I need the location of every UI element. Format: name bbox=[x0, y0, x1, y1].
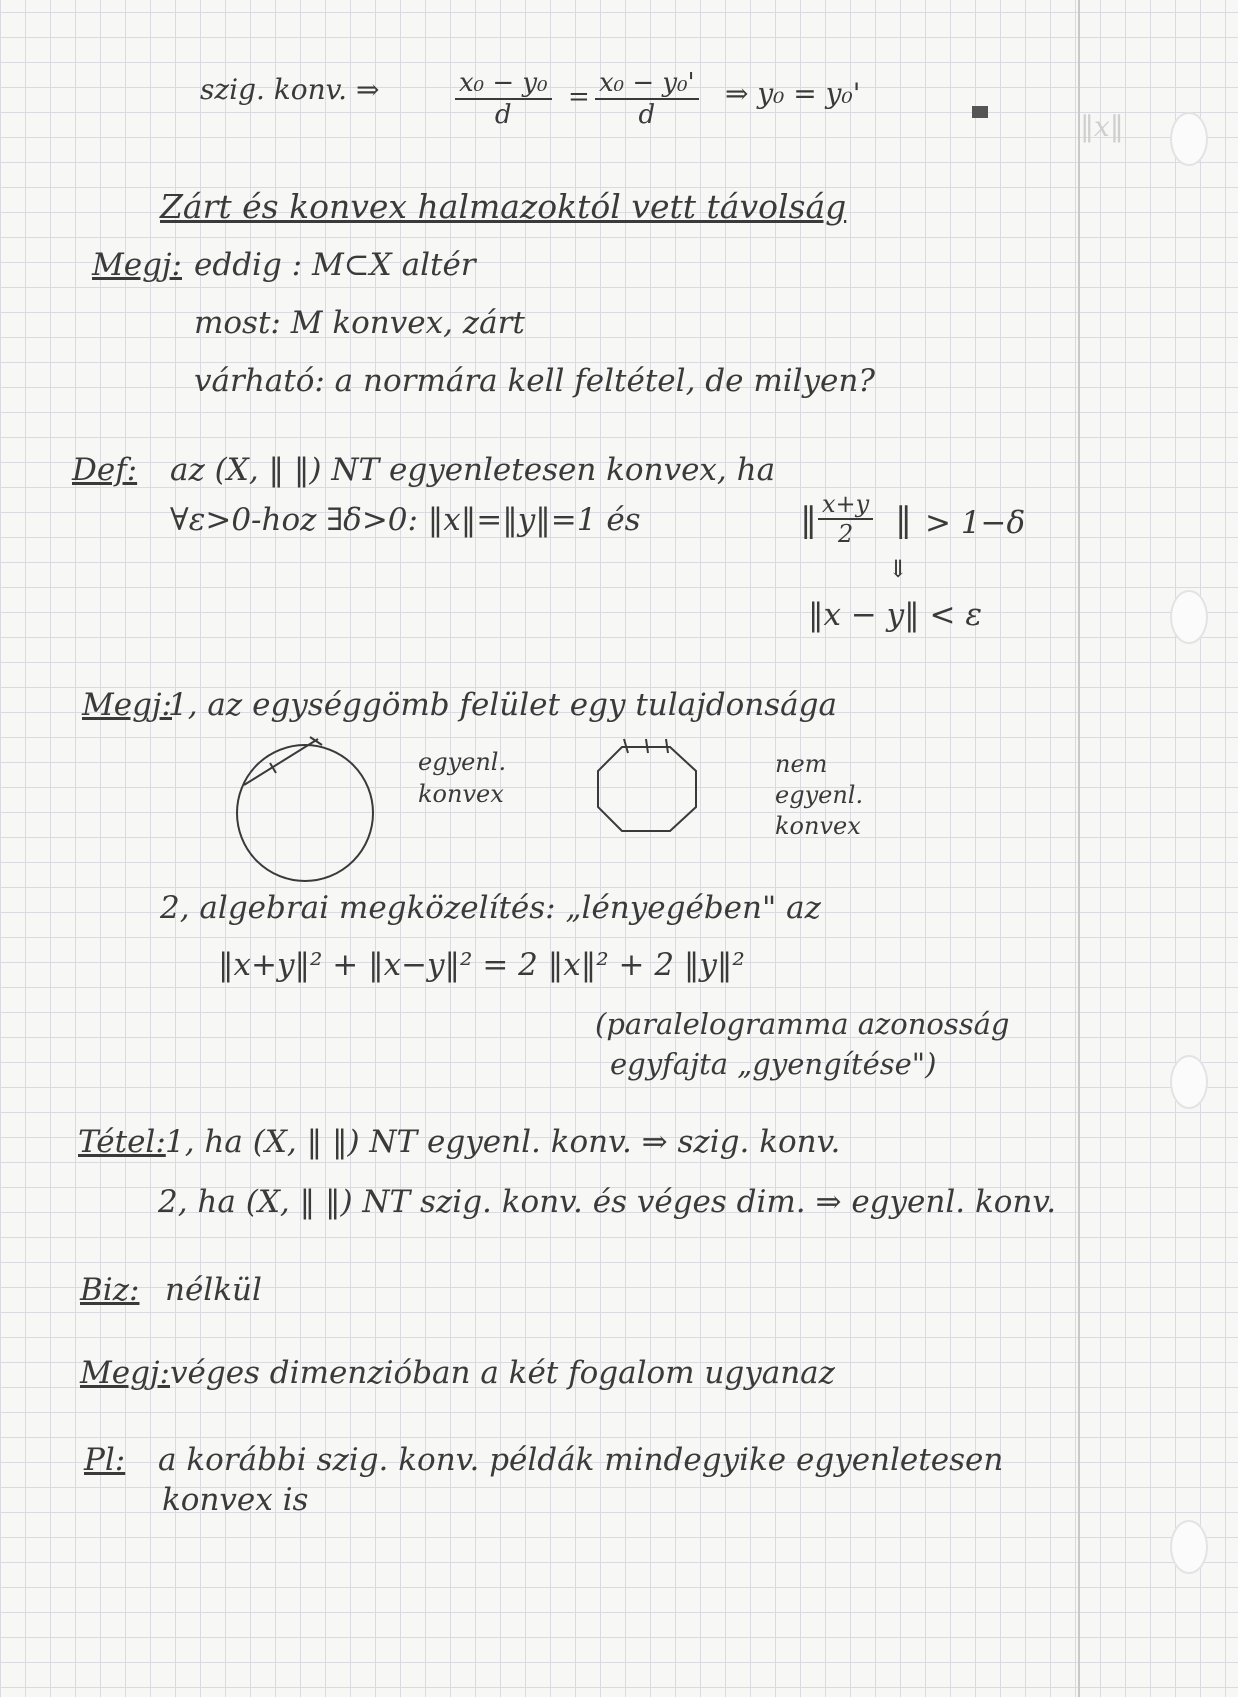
megj2-item1: 1, az egységgömb felület egy tulajdonsága bbox=[168, 687, 837, 723]
pl-label: Pl: bbox=[84, 1442, 126, 1478]
show-through: ‖x‖ bbox=[1080, 110, 1124, 143]
circle-caption-1: egyenl. bbox=[418, 748, 507, 776]
pl-line2: konvex is bbox=[162, 1482, 309, 1518]
punch-hole bbox=[1170, 1520, 1208, 1574]
biz-label: Biz: bbox=[80, 1272, 140, 1308]
line1-right: ⇒ y₀ = y₀' bbox=[725, 77, 861, 110]
edge-tick bbox=[666, 739, 668, 753]
def-fraction-den: 2 bbox=[837, 520, 854, 548]
tetel-item2: 2, ha (X, ‖ ‖) NT szig. konv. és véges dim. ⇒ egyenl. konv. bbox=[158, 1184, 1057, 1220]
line1-equals: = bbox=[568, 82, 590, 112]
megj1-line3: várható: a normára kell feltétel, de milyen? bbox=[194, 363, 875, 399]
parallelogram-formula: ‖x+y‖² + ‖x−y‖² = 2 ‖x‖² + 2 ‖y‖² bbox=[218, 947, 745, 983]
megj1-label: Megj: bbox=[92, 247, 182, 283]
def-line3: ‖x − y‖ < ε bbox=[808, 597, 982, 633]
fraction-2-num: x₀ − y₀' bbox=[595, 68, 699, 100]
def-line1: az (X, ‖ ‖) NT egyenletesen konvex, ha bbox=[170, 452, 776, 488]
tetel-label: Tétel: bbox=[78, 1124, 166, 1160]
punch-hole bbox=[1170, 590, 1208, 644]
fraction-2 bbox=[595, 68, 699, 130]
norm-bar-left: ‖ bbox=[800, 500, 817, 540]
biz-text: nélkül bbox=[165, 1272, 262, 1308]
megj1-line1: eddig : M⊂X altér bbox=[194, 247, 476, 283]
circle-chord bbox=[244, 739, 318, 785]
megj2-label: Megj: bbox=[82, 687, 172, 723]
unit-circle bbox=[237, 745, 373, 881]
megj3-text: véges dimenzióban a két fogalom ugyanaz bbox=[170, 1355, 835, 1391]
megj2-item2: 2, algebrai megközelítés: „lényegében" az bbox=[160, 890, 821, 926]
megj1-line2: most: M konvex, zárt bbox=[194, 305, 525, 341]
fraction-1-num: x₀ − y₀ bbox=[455, 68, 552, 100]
circle-caption-2: konvex bbox=[418, 780, 504, 808]
def-line2-post: > 1−δ bbox=[925, 505, 1026, 541]
circle-figure bbox=[230, 725, 380, 890]
section-heading: Zárt és konvex halmazoktól vett távolság bbox=[160, 187, 847, 226]
edge-tick bbox=[646, 739, 648, 753]
def-fraction bbox=[818, 490, 873, 548]
note-line2: egyfajta „gyengítése") bbox=[610, 1047, 937, 1081]
octagon-caption-1: nem bbox=[775, 750, 828, 778]
punch-hole bbox=[1170, 112, 1208, 166]
octagon-caption-3: konvex bbox=[775, 812, 861, 840]
margin-line bbox=[1078, 0, 1080, 1697]
fraction-1-den: d bbox=[494, 100, 512, 130]
fraction-2-den: d bbox=[638, 100, 656, 130]
pl-line1: a korábbi szig. konv. példák mindegyike egyenletesen bbox=[158, 1442, 1004, 1478]
end-of-proof-square bbox=[972, 106, 988, 118]
fraction-1 bbox=[455, 68, 552, 130]
octagon-caption-2: egyenl. bbox=[775, 781, 864, 809]
octagon-shape bbox=[598, 747, 696, 831]
punch-hole bbox=[1170, 1055, 1208, 1109]
def-fraction-num: x+y bbox=[818, 490, 873, 520]
note-line1: (paralelogramma azonosság bbox=[595, 1007, 1010, 1041]
def-label: Def: bbox=[72, 452, 138, 488]
line1-left: szig. konv. ⇒ bbox=[200, 73, 380, 106]
implies-arrow: ⇓ bbox=[888, 555, 909, 583]
octagon-figure bbox=[590, 735, 710, 840]
def-line2: ∀ε>0-hoz ∃δ>0: ‖x‖=‖y‖=1 és bbox=[170, 502, 641, 538]
tetel-item1: 1, ha (X, ‖ ‖) NT egyenl. konv. ⇒ szig. konv. bbox=[165, 1124, 841, 1160]
norm-bar-right: ‖ bbox=[895, 500, 912, 540]
megj3-label: Megj: bbox=[80, 1355, 170, 1391]
